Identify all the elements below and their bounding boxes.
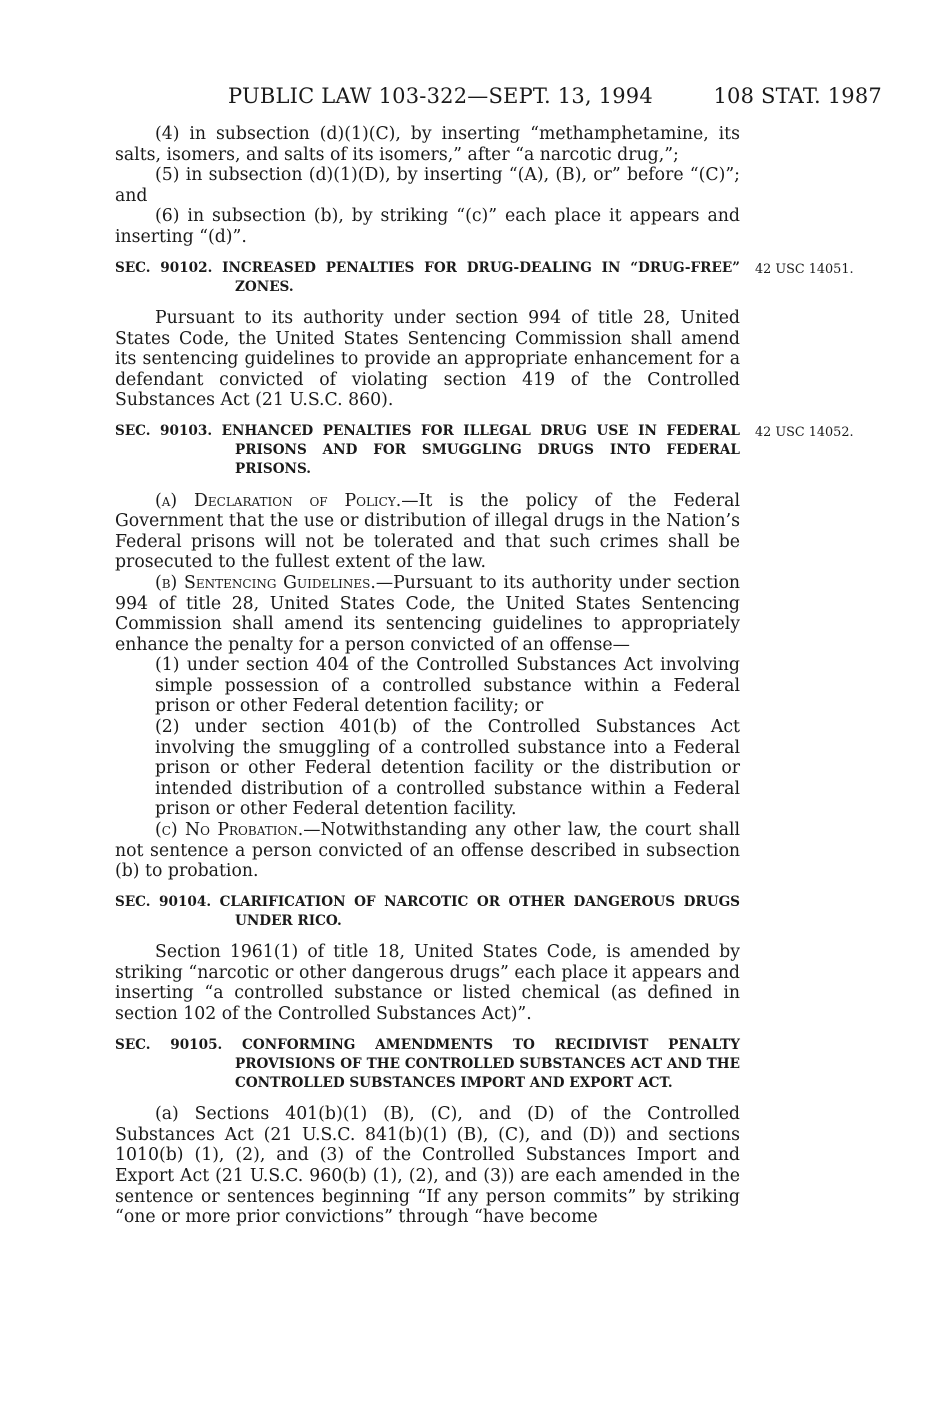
section-heading-90105 (115, 1036, 740, 1094)
page-header (115, 78, 882, 114)
paragraph-b2 (155, 717, 740, 820)
subsection-text: —Pursuant to its authority under section 994 of title 28, United States Code, the United States Sentencing Commission shall amend its sentencing guidelines to appropriately enhance the penalty for a person convicted of an offense— (115, 572, 740, 655)
subsection-text: —Notwithstanding any other law, the court shall not sentence a person convicted of an offense described in subsection (b) to probation. (115, 820, 740, 882)
section-heading-90102 (115, 259, 854, 297)
list-item: (5) in subsection (d)(1)(D), by inserting “(A), (B), or” before “(C)”; and (115, 165, 740, 206)
subsection-a (115, 491, 740, 573)
list-item: (6) in subsection (b), by striking “(c)” each place it appears and inserting “(d)”. (115, 206, 740, 247)
subsection-c (115, 820, 740, 882)
section-heading-90103 (115, 422, 854, 480)
section-heading-90104 (115, 893, 740, 931)
subsection-b (115, 573, 740, 655)
margin-citation: 42 USC 14052. (755, 424, 854, 440)
list-item: (4) in subsection (d)(1)(C), by inserting “methamphetamine, its salts, isomers, and salts of its isomers,” after “a narcotic drug,”; (115, 124, 740, 165)
section-heading-text: SEC. 90105. CONFORMING AMENDMENTS TO RECIDIVIST PENALTY PROVISIONS OF THE CONTROLLED SUBSTANCES ACT AND THE CONTROLLED SUBSTANCES IMPORT AND EXPORT ACT. (115, 1036, 740, 1092)
section-text-90105: (a) Sections 401(b)(1) (B), (C), and (D) of the Controlled Substances Act (21 U.S.C. 841(b)(1) (B), (C), and (D)) and sections 1010(b) (1), (2), and (3) of the Controlled Substances Import and Export Act (21 U.S.C. 960(b) (1), (2), and (3)) are each amended in the sentence or sentences beginning “If any person commits” by striking “one or more prior convictions” through “have become (115, 1104, 740, 1228)
header-page-number: 108 STAT. 1987 (713, 84, 882, 108)
subsection-label: (b) Sentencing Guidelines. (155, 572, 376, 593)
section-heading-text: SEC. 90102. INCREASED PENALTIES FOR DRUG-DEALING IN “DRUG-FREE” ZONES. (115, 259, 740, 295)
section-heading-text: SEC. 90104. CLARIFICATION OF NARCOTIC OR OTHER DANGEROUS DRUGS UNDER RICO. (115, 893, 740, 930)
paragraph-text: (1) under section 404 of the Controlled Substances Act involving simple possession of a controlled substance within a Federal prison or other Federal detention facility; or (155, 655, 740, 717)
header-title: PUBLIC LAW 103-322—SEPT. 13, 1994 (228, 84, 653, 108)
margin-citation: 42 USC 14051. (755, 261, 854, 277)
document-body (115, 124, 854, 1228)
section-heading-text: SEC. 90103. ENHANCED PENALTIES FOR ILLEGAL DRUG USE IN FEDERAL PRISONS AND FOR SMUGGLING DRUGS INTO FEDERAL PRISONS. (115, 422, 740, 478)
paragraph-b1 (155, 655, 740, 717)
section-text-90102: Pursuant to its authority under section 994 of title 28, United States Code, the United States Sentencing Commission shall amend its sentencing guidelines to provide an appropriate enhancement for a defendant convicted of violating section 419 of the Controlled Substances Act (21 U.S.C. 860). (115, 307, 740, 411)
subsection-label: (a) Declaration of Policy. (155, 490, 402, 511)
subsection-label: (c) No Probation. (155, 820, 304, 841)
paragraph-text: (2) under section 401(b) of the Controlled Substances Act involving the smuggling of a controlled substance into a Federal prison or other Federal detention facility or the distribution or intended distribution of a controlled substance within a Federal prison or other Federal detention facility. (155, 717, 740, 820)
section-text-90104: Section 1961(1) of title 18, United States Code, is amended by striking “narcotic or other dangerous drugs” each place it appears and inserting “a controlled substance or listed chemical (as defined in section 102 of the Controlled Substances Act)”. (115, 942, 740, 1025)
subsection-text: —It is the policy of the Federal Government that the use or distribution of illegal drugs in the Nation’s Federal prisons will not be tolerated and that such crimes shall be prosecuted to the fullest extent of the law. (115, 490, 740, 573)
